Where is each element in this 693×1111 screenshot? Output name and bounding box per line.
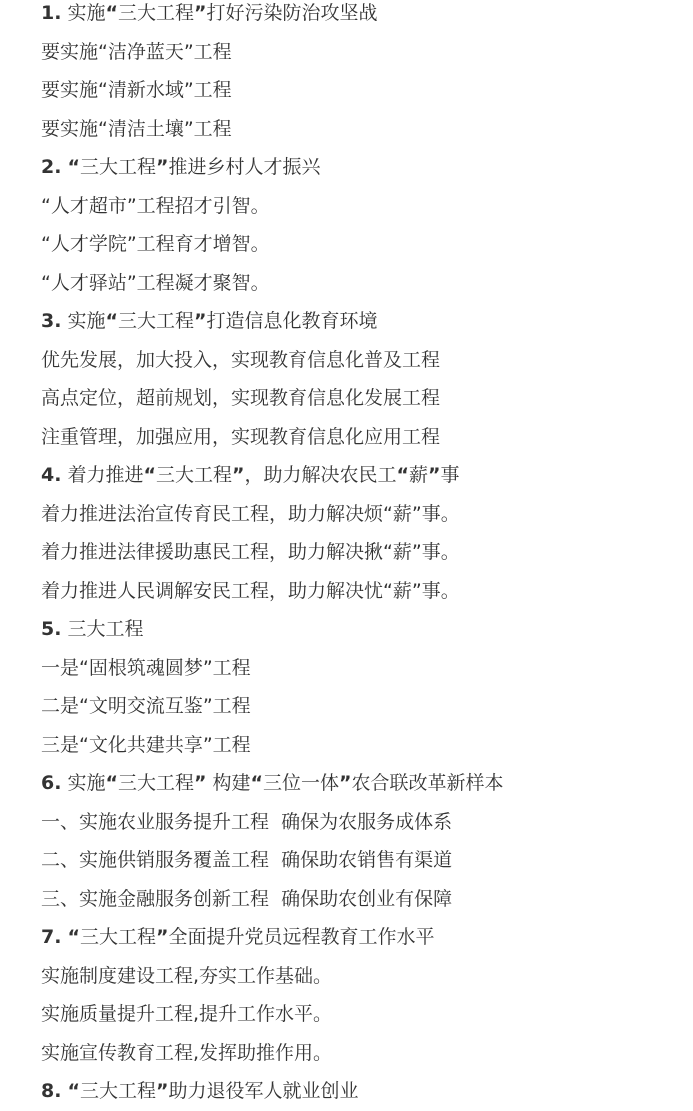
open-quote: “ xyxy=(67,156,80,178)
heading-text: 三大工程 xyxy=(79,926,156,948)
article-body xyxy=(41,0,681,1111)
section-number: 1. xyxy=(41,2,62,24)
heading-text: 三位一体 xyxy=(263,772,340,794)
heading-text: 三大工程 xyxy=(79,1080,156,1102)
list-item: 要实施“洁净蓝天”工程 xyxy=(41,40,232,63)
heading-text: 薪 xyxy=(409,464,429,486)
heading-text: 三大工程 xyxy=(155,464,232,486)
list-item: 着力推进法律援助惠民工程，助力解决揪“薪”事。 xyxy=(41,541,460,563)
heading-text: 实施 xyxy=(67,772,106,794)
section-8-heading xyxy=(41,1072,681,1111)
heading-text: 三大工程 xyxy=(117,2,194,24)
section-number: 2. xyxy=(41,156,62,178)
heading-text: ，助力解决农民工 xyxy=(244,464,397,486)
heading-text: 三大工程 xyxy=(117,310,194,332)
section-number: 6. xyxy=(41,772,62,794)
section-number: 3. xyxy=(41,310,62,332)
list-item: 要实施“清新水域”工程 xyxy=(41,79,232,101)
list-item: 一是“固根筑魂圆梦”工程 xyxy=(41,656,251,679)
heading-text: 实施 xyxy=(67,310,106,332)
close-quote: ” xyxy=(193,772,207,794)
heading-text: 三大工程 xyxy=(79,156,156,178)
heading-text: 事 xyxy=(440,464,460,486)
heading-text: 三大工程 xyxy=(67,618,144,640)
heading-text: 打造信息化教育环境 xyxy=(206,310,378,332)
list-item: 着力推进法治宣传育民工程，助力解决烦“薪”事。 xyxy=(41,502,460,525)
section-number: 4. xyxy=(41,464,62,486)
open-quote: “ xyxy=(105,2,118,24)
section-number: 5. xyxy=(41,618,62,640)
close-quote: ” xyxy=(428,464,441,486)
close-quote: ” xyxy=(155,1080,169,1102)
open-quote: “ xyxy=(67,926,80,948)
section-number: 7. xyxy=(41,926,62,948)
open-quote: “ xyxy=(67,1080,80,1102)
heading-text: 三大工程 xyxy=(117,772,194,794)
section-6-heading xyxy=(41,764,681,803)
list-item: 二是“文明交流互鉴”工程 xyxy=(41,695,251,717)
section-1-heading xyxy=(41,0,681,33)
list-item: 三是“文化共建共享”工程 xyxy=(41,733,251,756)
list-item: 着力推进人民调解安民工程，助力解决忧“薪”事。 xyxy=(41,579,460,602)
list-item: 要实施“清洁土壤”工程 xyxy=(41,117,232,140)
open-quote: “ xyxy=(105,772,118,794)
section-2-heading xyxy=(41,148,681,187)
list-item: 实施质量提升工程,提升工作水平。 xyxy=(41,1003,333,1025)
heading-text: 构建 xyxy=(206,772,251,794)
list-item: “人才驿站”工程凝才聚智。 xyxy=(41,271,270,294)
close-quote: ” xyxy=(193,310,207,332)
list-item: 注重管理，加强应用，实现教育信息化应用工程 xyxy=(41,425,441,448)
close-quote: ” xyxy=(339,772,352,794)
heading-text: 打好污染防治攻坚战 xyxy=(206,2,378,24)
list-item: “人才学院”工程育才增智。 xyxy=(41,233,270,255)
heading-text: 实施 xyxy=(67,2,106,24)
section-7-heading xyxy=(41,918,681,957)
list-item: 一、实施农业服务提升工程 确保为农服务成体系 xyxy=(41,810,453,833)
open-quote: “ xyxy=(143,464,156,486)
close-quote: ” xyxy=(155,156,169,178)
list-item: 实施制度建设工程,夯实工作基础。 xyxy=(41,964,333,987)
section-5-heading xyxy=(41,610,681,649)
section-3-heading xyxy=(41,302,681,341)
close-quote: ” xyxy=(193,2,207,24)
list-item: 优先发展，加大投入，实现教育信息化普及工程 xyxy=(41,348,441,371)
section-number: 8. xyxy=(41,1080,62,1102)
close-quote: ” xyxy=(155,926,169,948)
heading-text: 农合联改革新样本 xyxy=(351,772,504,794)
list-item: 三、实施金融服务创新工程 确保助农创业有保障 xyxy=(41,887,453,910)
list-item: 高点定位，超前规划，实现教育信息化发展工程 xyxy=(41,387,441,409)
list-item: “人才超市”工程招才引智。 xyxy=(41,194,270,217)
list-item: 实施宣传教育工程,发挥助推作用。 xyxy=(41,1041,333,1064)
close-quote: ” xyxy=(231,464,245,486)
heading-text: 全面提升党员远程教育工作水平 xyxy=(168,926,435,948)
section-4-heading xyxy=(41,456,681,495)
heading-text: 推进乡村人才振兴 xyxy=(168,156,321,178)
open-quote: “ xyxy=(105,310,118,332)
open-quote: “ xyxy=(250,772,264,794)
open-quote: “ xyxy=(396,464,409,486)
list-item: 二、实施供销服务覆盖工程 确保助农销售有渠道 xyxy=(41,849,453,871)
heading-text: 着力推进 xyxy=(67,464,144,486)
heading-text: 助力退役军人就业创业 xyxy=(168,1080,359,1102)
